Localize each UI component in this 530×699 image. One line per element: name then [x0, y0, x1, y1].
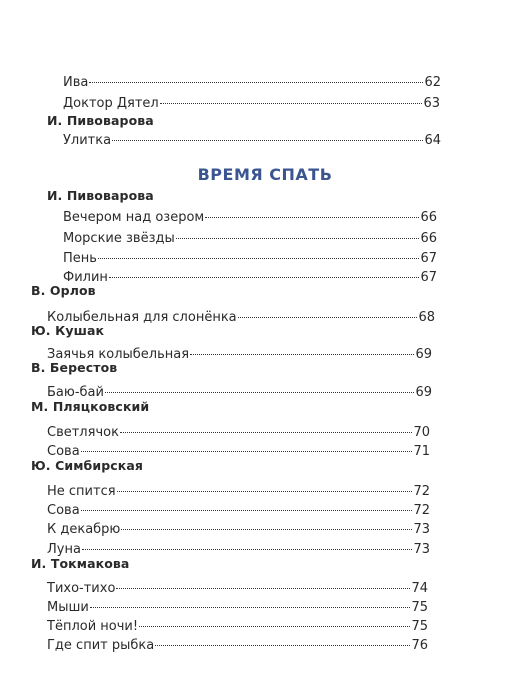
- toc-entry-title: Морские звёзды: [63, 231, 175, 246]
- toc-entry-title: Колыбельная для слонёнка: [47, 310, 237, 325]
- toc-entry-page: 64: [424, 133, 441, 148]
- toc-entry: [63, 95, 440, 113]
- section-title: ВРЕМЯ СПАТЬ: [197, 165, 333, 184]
- dot-leader: [155, 645, 410, 646]
- dot-leader: [139, 626, 410, 627]
- toc-entry-page: 72: [413, 484, 430, 499]
- toc-entry: [47, 599, 428, 617]
- toc-entry-page: 66: [420, 231, 437, 246]
- toc-entry-title: Луна: [47, 542, 81, 557]
- toc-entry: [63, 250, 437, 268]
- dot-leader: [116, 588, 410, 589]
- dot-leader: [89, 82, 423, 83]
- dot-leader: [121, 529, 412, 530]
- toc-entry-page: 62: [424, 75, 441, 90]
- dot-leader: [90, 607, 411, 608]
- toc-entry-page: 73: [413, 522, 430, 537]
- dot-leader: [98, 258, 420, 259]
- dot-leader: [81, 510, 413, 511]
- toc-entry-title: Мыши: [47, 600, 89, 615]
- toc-entry-title: Светлячок: [47, 425, 119, 440]
- toc-entry-page: 70: [413, 425, 430, 440]
- toc-author: В. Берестов: [31, 360, 118, 375]
- dot-leader: [176, 238, 420, 239]
- dot-leader: [82, 549, 413, 550]
- toc-entry-title: Сова: [47, 444, 80, 459]
- dot-leader: [238, 317, 418, 318]
- toc-author: В. Орлов: [31, 283, 96, 298]
- toc-entry: [47, 637, 428, 655]
- toc-entry-page: 63: [423, 96, 440, 111]
- toc-entry-title: Где спит рыбка: [47, 638, 155, 653]
- toc-entry: [47, 502, 430, 520]
- dot-leader: [120, 432, 413, 433]
- toc-entry-page: 72: [413, 503, 430, 518]
- dot-leader: [160, 103, 423, 104]
- toc-entry-title: Пень: [63, 251, 97, 266]
- toc-entry-page: 76: [411, 638, 428, 653]
- toc-entry-page: 75: [411, 600, 428, 615]
- toc-author: М. Пляцковский: [31, 399, 150, 414]
- dot-leader: [205, 217, 419, 218]
- dot-leader: [117, 491, 413, 492]
- toc-entry-page: 67: [420, 270, 437, 285]
- toc-entry-title: Ива: [63, 75, 89, 90]
- dot-leader: [81, 451, 413, 452]
- toc-entry: [47, 521, 430, 539]
- toc-author: И. Пивоварова: [47, 188, 154, 203]
- toc-entry-page: 74: [411, 581, 428, 596]
- toc-entry: [63, 132, 441, 150]
- toc-entry: [47, 309, 435, 327]
- toc-entry-title: Вечером над озером: [63, 210, 205, 225]
- toc-author: Ю. Кушак: [31, 323, 105, 338]
- toc-author: Ю. Симбирская: [31, 458, 144, 473]
- toc-entry-title: Не спится: [47, 484, 116, 499]
- dot-leader: [112, 140, 423, 141]
- toc-entry: [47, 580, 428, 598]
- toc-entry-title: Улитка: [63, 133, 112, 148]
- toc-entry-page: 66: [420, 210, 437, 225]
- toc-entry-title: Заячья колыбельная: [47, 347, 190, 362]
- toc-entry-page: 68: [418, 310, 435, 325]
- toc-entry: [63, 209, 437, 227]
- toc-entry-title: Тёплой ночи!: [47, 619, 139, 634]
- toc-entry-title: Филин: [63, 270, 108, 285]
- toc-entry: [63, 269, 437, 287]
- toc-entry-title: К декабрю: [47, 522, 121, 537]
- toc-entry: [63, 230, 437, 248]
- toc-entry-page: 71: [413, 444, 430, 459]
- toc-entry: [47, 618, 428, 636]
- toc-entry: [47, 424, 430, 442]
- dot-leader: [105, 392, 415, 393]
- toc-author: И. Пивоварова: [47, 113, 154, 128]
- toc-entry-page: 67: [420, 251, 437, 266]
- toc-entry-title: Баю-бай: [47, 385, 104, 400]
- dot-leader: [190, 354, 414, 355]
- toc-entry-title: Сова: [47, 503, 80, 518]
- toc-entry-title: Тихо-тихо: [47, 581, 116, 596]
- toc-entry-page: 73: [413, 542, 430, 557]
- toc-entry-page: 75: [411, 619, 428, 634]
- dot-leader: [109, 277, 420, 278]
- toc-entry-title: Доктор Дятел: [63, 96, 159, 111]
- toc-entry: [47, 483, 430, 501]
- toc-entry: [63, 74, 441, 92]
- toc-entry-page: 69: [415, 347, 432, 362]
- toc-entry-page: 69: [415, 385, 432, 400]
- toc-author: И. Токмакова: [31, 556, 130, 571]
